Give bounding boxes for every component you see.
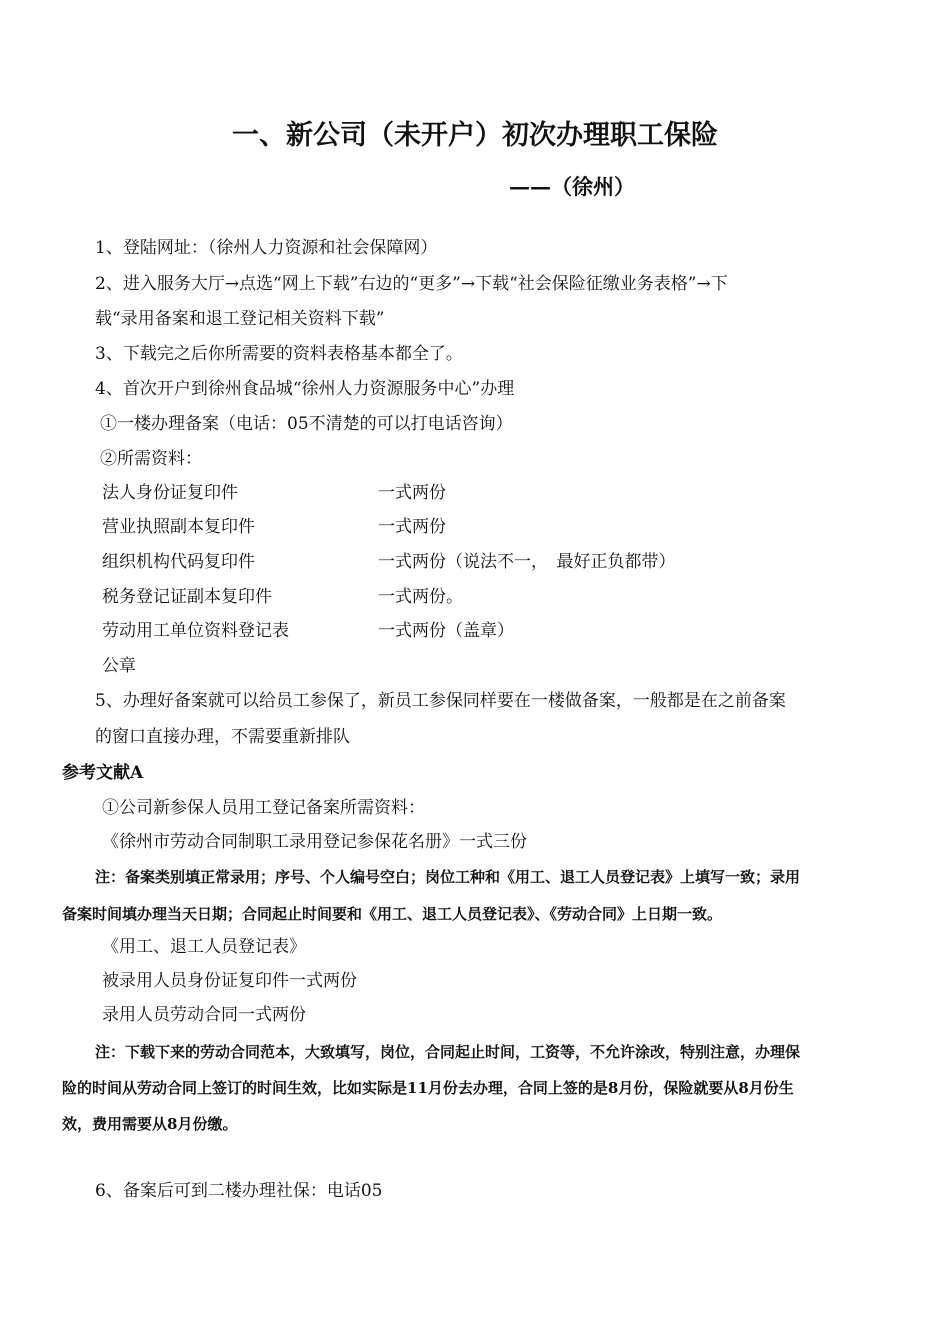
material-qty: 一式两份 [378,483,446,503]
document-title: 一、新公司（未开户）初次办理职工保险 [232,120,718,151]
reference-book-2: 《用工、退工人员登记表》 [102,937,306,957]
material-name: 公章 [102,656,136,676]
reference-copy-1: 被录用人员身份证复印件一式两份 [102,971,357,991]
step-4-sub-2: ②所需资料： [100,449,202,469]
reference-copy-2: 录用人员劳动合同一式两份 [102,1005,306,1025]
note-1-line-1: 注：备案类别填正常录用；序号、个人编号空白；岗位工种和《用工、退工人员登记表》上填写一致；录用 [95,868,801,886]
material-qty: 一式两份 [378,517,446,537]
document-subtitle: ——（徐州） [509,174,635,199]
note-1-line-2: 备案时间填办理当天日期；合同起止时间要和《用工、退工人员登记表》、《劳动合同》上日期一致。 [62,905,723,923]
reference-book-1: 《徐州市劳动合同制职工录用登记参保花名册》一式三份 [102,832,527,852]
step-2-line-1: 2、进入服务大厅→点选“网上下载”右边的“更多”→下载“社会保险征缴业务表格”→下 [95,274,728,294]
material-qty: 一式两份（盖章） [378,621,514,641]
note-2-line-3: 效，费用需要从8月份缴。 [62,1115,238,1133]
material-name: 劳动用工单位资料登记表 [102,621,289,641]
note-2-line-2: 险的时间从劳动合同上签订的时间生效，比如实际是11月份去办理，合同上签的是8月份，保险就要从8月份生 [62,1079,794,1097]
material-name: 营业执照副本复印件 [102,517,255,537]
material-name: 税务登记证副本复印件 [102,587,272,607]
step-5-line-1: 5、办理好备案就可以给员工参保了，新员工参保同样要在一楼做备案，一般都是在之前备案 [95,691,786,711]
step-3: 3、下载完之后你所需要的资料表格基本都全了。 [95,344,463,364]
step-2-line-2: 载“录用备案和退工登记相关资料下载” [95,309,385,329]
note-2-line-1: 注：下载下来的劳动合同范本，大致填写，岗位，合同起止时间，工资等，不允许涂改，特别注意，办理保 [95,1043,801,1061]
material-qty: 一式两份（说法不一， 最好正负都带） [378,552,676,572]
step-5-line-2: 的窗口直接办理，不需要重新排队 [95,727,350,747]
step-4: 4、首次开户到徐州食品城“徐州人力资源服务中心”办理 [95,379,515,399]
step-4-sub-1: ①一楼办理备案（电话：05不清楚的可以打电话咨询） [100,414,513,434]
material-qty: 一式两份。 [378,587,463,607]
step-6: 6、备案后可到二楼办理社保：电话05 [95,1181,383,1201]
step-1: 1、登陆网址：（徐州人力资源和社会保障网） [95,238,438,258]
material-name: 法人身份证复印件 [102,483,238,503]
reference-item-1: ①公司新参保人员用工登记备案所需资料： [102,798,425,818]
reference-heading: 参考文献A [62,763,144,783]
material-name: 组织机构代码复印件 [102,552,255,572]
